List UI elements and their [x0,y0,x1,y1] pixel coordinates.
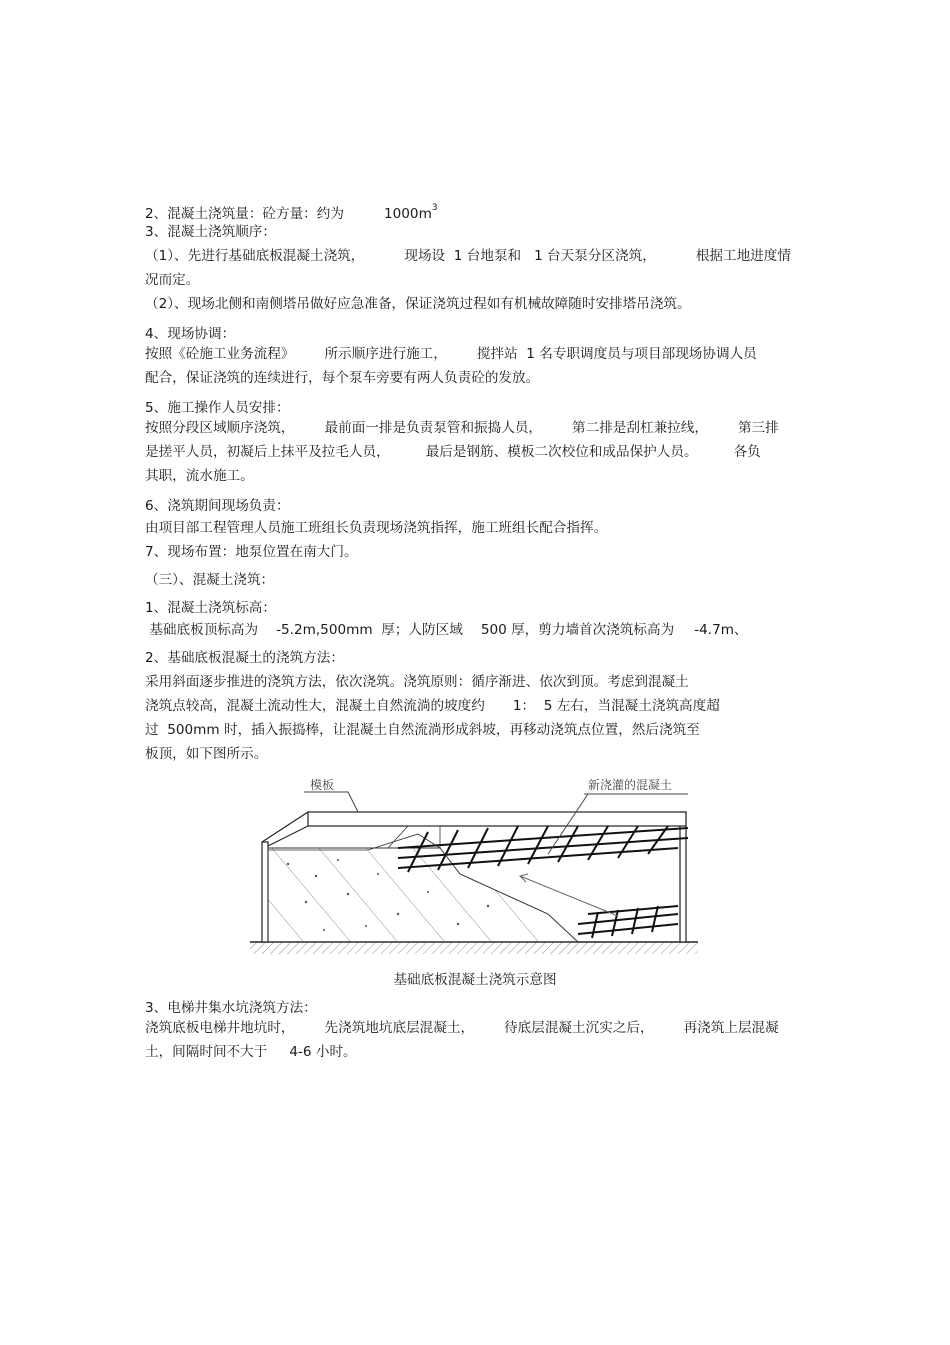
body-text: 3、混凝土浇筑顺序： [145,224,276,240]
pouring-diagram [248,764,700,960]
body-line [145,368,539,388]
after-text: 先浇筑地坑底层混凝土， [324,1020,475,1036]
body-text: 最后是钢筋、模板二次校位和成品保护人员。 [425,444,698,460]
body-text: 1： 5 左右，当混凝土浇筑高度超 [512,698,720,714]
body-line [145,570,274,590]
body-text: 6、浇筑期间现场负责： [145,498,290,514]
body-text: 第二排是刮杠兼拉线， [572,420,708,436]
body-text: 根据工地进度情 [695,248,791,264]
ground-hatch [250,942,698,954]
body-text: 是搓平人员，初凝后上抹平及拉毛人员， [145,444,390,460]
body-text: 配合，保证浇筑的连续进行，每个泵车旁要有两人负责砼的发放。 [145,370,540,386]
body-text: 况而定。 [145,272,200,288]
after-line [145,998,317,1018]
left-wall [262,842,268,942]
body-text: 采用斜面逐步推进的浇筑方法，依次浇筑。浇筑原则：循序渐进、依次到顶。考虑到混凝土 [145,674,689,690]
figure-caption: 基础底板混凝土浇筑示意图 [393,972,557,988]
body-text: 搅拌站 1 名专职调度员与项目部现场协调人员 [476,346,757,362]
body-text: 基础底板顶标高为 [145,622,259,638]
existing-concrete [268,848,578,942]
body-text: 过 500mm 时，插入振捣棒，让混凝土自然流淌形成斜坡，再移动浇筑点位置，然后浇筑至 [145,722,700,738]
body-text: 2、基础底板混凝土的浇筑方法： [145,650,344,666]
body-text: （三）、混凝土浇筑： [145,572,275,588]
body-line [145,620,748,640]
body-line [145,246,791,266]
label-formwork: 模板 [310,778,335,792]
body-text: 4、现场协调： [145,326,236,342]
body-text: 其职，流水施工。 [145,468,254,484]
body-text: 1000m [383,206,432,222]
body-text: 7、现场布置：地泵位置在南大门。 [145,544,358,560]
body-line [145,648,344,668]
upper-rebar-mesh [398,826,688,872]
after-line [145,1018,779,1038]
formwork-leader [304,792,358,812]
after-line [145,1042,357,1062]
body-text: （2）、现场北侧和南侧塔吊做好应急准备，保证浇筑过程如有机械故障随时安排塔吊浇筑。 [145,296,691,312]
body-text: 由项目部工程管理人员施工班组长负责现场浇筑指挥，施工班组长配合指挥。 [145,520,608,536]
body-line [145,198,438,224]
pouring-diagram-svg [248,764,700,960]
body-text: 500 厚，剪力墙首次浇筑标高为 [480,622,675,638]
body-text: 5、施工操作人员安排： [145,400,290,416]
body-line [145,442,761,462]
body-text: 第三排 [737,420,779,436]
body-line [145,542,358,562]
body-line [145,270,199,290]
body-text: （1）、先进行基础底板混凝土浇筑， [145,248,365,264]
body-text: -5.2m,500mm 厚；人防区域 [276,622,463,638]
body-text: 所示顺序进行施工， [324,346,447,362]
body-line [145,324,235,344]
label-new-concrete: 新浇灌的混凝土 [588,778,673,792]
lower-rebar-mesh [578,906,678,938]
body-line [145,344,757,364]
body-text: 板顶，如下图所示。 [145,746,268,762]
body-text: 现场设 1 台地泵和 1 台天泵分区浇筑， [404,248,656,264]
body-line [145,744,267,764]
right-wall [680,812,686,942]
body-text: 按照分段区域顺序浇筑， [145,420,295,436]
body-line [145,720,700,740]
body-text: 浇筑点较高，混凝土流动性大，混凝土自然流淌的坡度约 [145,698,485,714]
body-text: 各负 [733,444,761,460]
body-line [145,496,290,516]
after-text: 浇筑底板电梯井地坑时， [145,1020,295,1036]
body-line [145,696,720,716]
body-text: 1、混凝土浇筑标高： [145,600,276,616]
body-line [145,222,276,242]
body-line [145,672,689,692]
body-text: 最前面一排是负责泵管和振捣人员， [324,420,543,436]
formwork-top [308,812,686,826]
after-text: 4-6 小时。 [289,1044,357,1060]
after-text: 再浇筑上层混凝 [683,1020,779,1036]
body-line [145,294,691,314]
after-text: 待底层混凝土沉实之后， [504,1020,654,1036]
superscript: 3 [431,203,438,213]
body-line [145,598,276,618]
after-text: 土，间隔时间不大于 [145,1044,268,1060]
body-text: 2、混凝土浇筑量：砼方量：约为 [145,206,344,222]
body-text: 按照《砼施工业务流程》 [145,346,295,362]
body-line [145,466,254,486]
body-text: -4.7m、 [694,622,748,638]
body-line [145,398,290,418]
after-text: 3、电梯井集水坑浇筑方法： [145,1000,317,1016]
body-line [145,518,607,538]
body-line [145,418,779,438]
